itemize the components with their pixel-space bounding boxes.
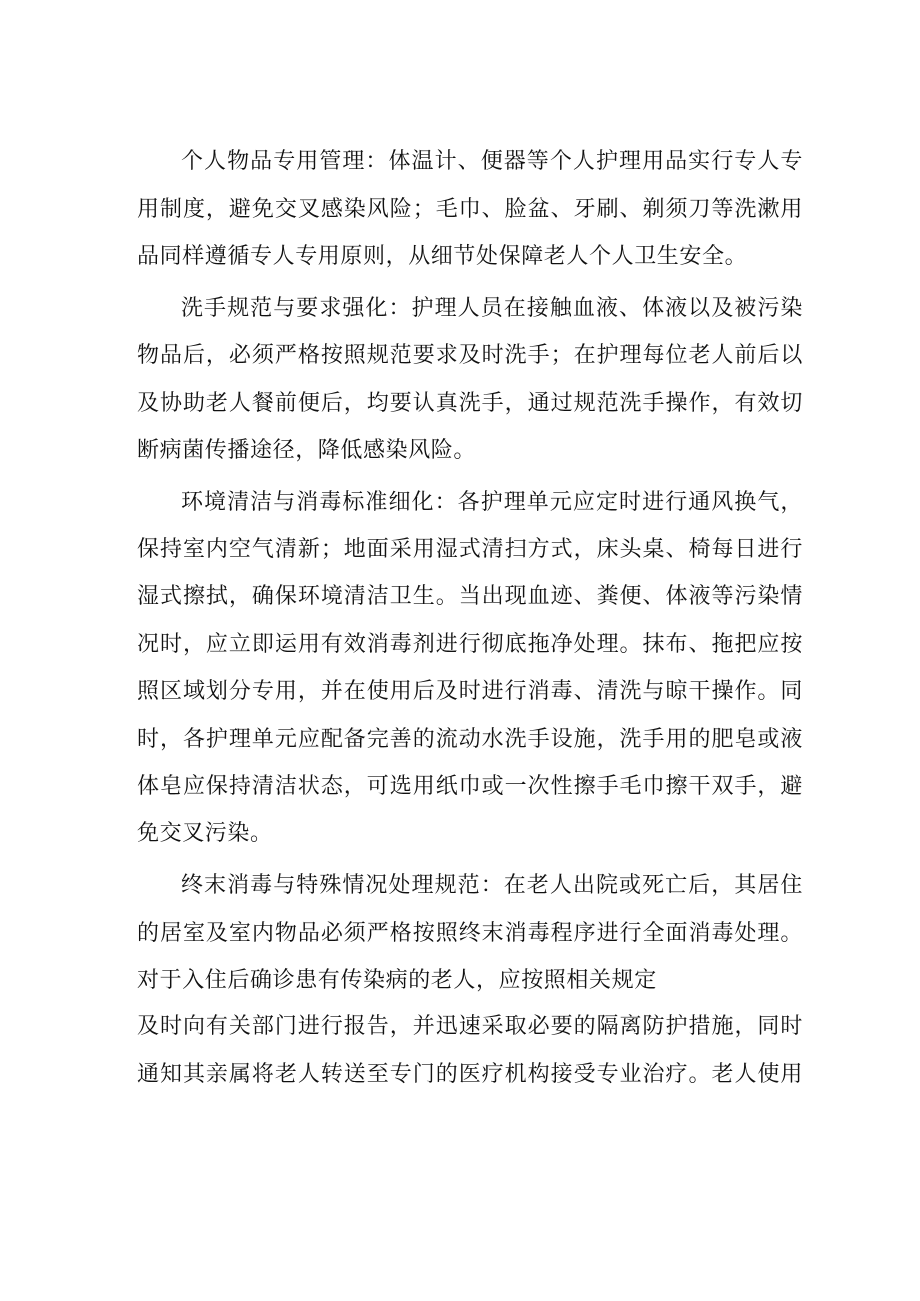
paragraph-line: 品同样遵循专人专用原则，从细节处保障老人个人卫生安全。 bbox=[137, 244, 748, 269]
paragraph-line: 洗手规范与要求强化：护理人员在接触血液、体液以及被污染 bbox=[181, 296, 803, 321]
paragraph-line: 终末消毒与特殊情况处理规范：在老人出院或死亡后，其居住 bbox=[181, 873, 803, 898]
paragraph-line: 况时，应立即运用有效消毒剂进行彻底拖净处理。抹布、拖把应按 bbox=[137, 632, 803, 657]
paragraph-line: 环境清洁与消毒标准细化：各护理单元应定时进行通风换气， bbox=[181, 490, 803, 515]
paragraph-line: 体皂应保持清洁状态，可选用纸巾或一次性擦手毛巾擦干双手，避 bbox=[137, 774, 803, 799]
paragraph-line: 个人物品专用管理：体温计、便器等个人护理用品实行专人专 bbox=[181, 149, 803, 174]
paragraph-line: 免交叉污染。 bbox=[137, 821, 273, 846]
paragraph-line: 断病菌传播途径，降低感染风险。 bbox=[137, 438, 477, 463]
paragraph-line: 照区域划分专用，并在使用后及时进行消毒、清洗与晾干操作。同 bbox=[137, 679, 803, 704]
paragraph-line: 及协助老人餐前便后，均要认真洗手，通过规范洗手操作，有效切 bbox=[137, 391, 803, 416]
paragraph-line: 物品后，必须严格按照规范要求及时洗手；在护理每位老人前后以 bbox=[137, 343, 803, 368]
paragraph-line: 及时向有关部门进行报告，并迅速采取必要的隔离防护措施，同时 bbox=[137, 1014, 803, 1039]
paragraph-line: 通知其亲属将老人转送至专门的医疗机构接受专业治疗。老人使用 bbox=[137, 1062, 803, 1087]
paragraph-line: 时，各护理单元应配备完善的流动水洗手设施，洗手用的肥皂或液 bbox=[137, 727, 803, 752]
paragraph-line: 的居室及室内物品必须严格按照终末消毒程序进行全面消毒处理。 bbox=[137, 921, 803, 946]
paragraph-line: 对于入住后确诊患有传染病的老人，应按照相关规定 bbox=[137, 968, 657, 993]
paragraph-line: 保持室内空气清新；地面采用湿式清扫方式，床头桌、椅每日进行 bbox=[137, 537, 803, 562]
paragraph-line: 用制度，避免交叉感染风险；毛巾、脸盆、牙刷、剃须刀等洗漱用 bbox=[137, 197, 803, 222]
paragraph-line: 湿式擦拭，确保环境清洁卫生。当出现血迹、粪便、体液等污染情 bbox=[137, 584, 803, 609]
